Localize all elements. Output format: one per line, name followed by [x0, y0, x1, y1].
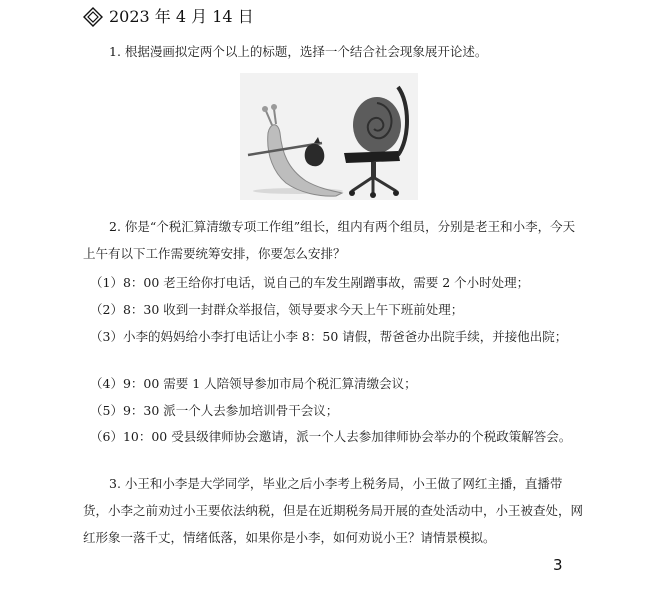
question-3: 3. 小王和小李是大学同学，毕业之后小李考上税务局，小王做了网红主播，直播带货，小李之前劝过小王要依法纳税，但是在近期税务局开展的查处活动中，小王被查处，网红形象一落千丈，情绪低落，如果你是小李，如何劝说小王？请情景模拟。 [83, 476, 584, 545]
question-1: 1. 根据漫画拟定两个以上的标题，选择一个结合社会现象展开论述。 [109, 44, 488, 59]
page-date-heading [83, 6, 254, 28]
snail-and-chair-cartoon [240, 73, 418, 200]
question-2-item: （3）小李的妈妈给小李打电话让小李 8：50 请假，帮爸爸办出院手续，并接他出院； [90, 329, 568, 344]
page-number: 3 [553, 556, 563, 574]
question-2-intro: 2. 你是“个税汇算清缴专项工作组”组长，组内有两个组员，分别是老王和小李，今天上午有以下工作需要统筹安排，你要怎么安排？ [83, 219, 576, 261]
question-2-item: （1）8：00 老王给你打电话，说自己的车发生剐蹭事故，需要 2 个小时处理； [90, 275, 530, 290]
date-text: 2023 年 4 月 14 日 [109, 7, 254, 26]
question-2-item: （2）8：30 收到一封群众举报信，领导要求今天上午下班前处理； [90, 302, 464, 317]
question-2-item: （5）9：30 派一个人去参加培训骨干会议； [90, 403, 339, 418]
question-2-item: （6）10：00 受县级律师协会邀请，派一个人去参加律师协会举办的个税政策解答会。 [90, 429, 572, 444]
question-2-item: （4）9：00 需要 1 人陪领导参加市局个税汇算清缴会议； [90, 376, 417, 391]
diamond-bullet-icon [83, 7, 103, 27]
cartoon-illustration [240, 73, 418, 200]
